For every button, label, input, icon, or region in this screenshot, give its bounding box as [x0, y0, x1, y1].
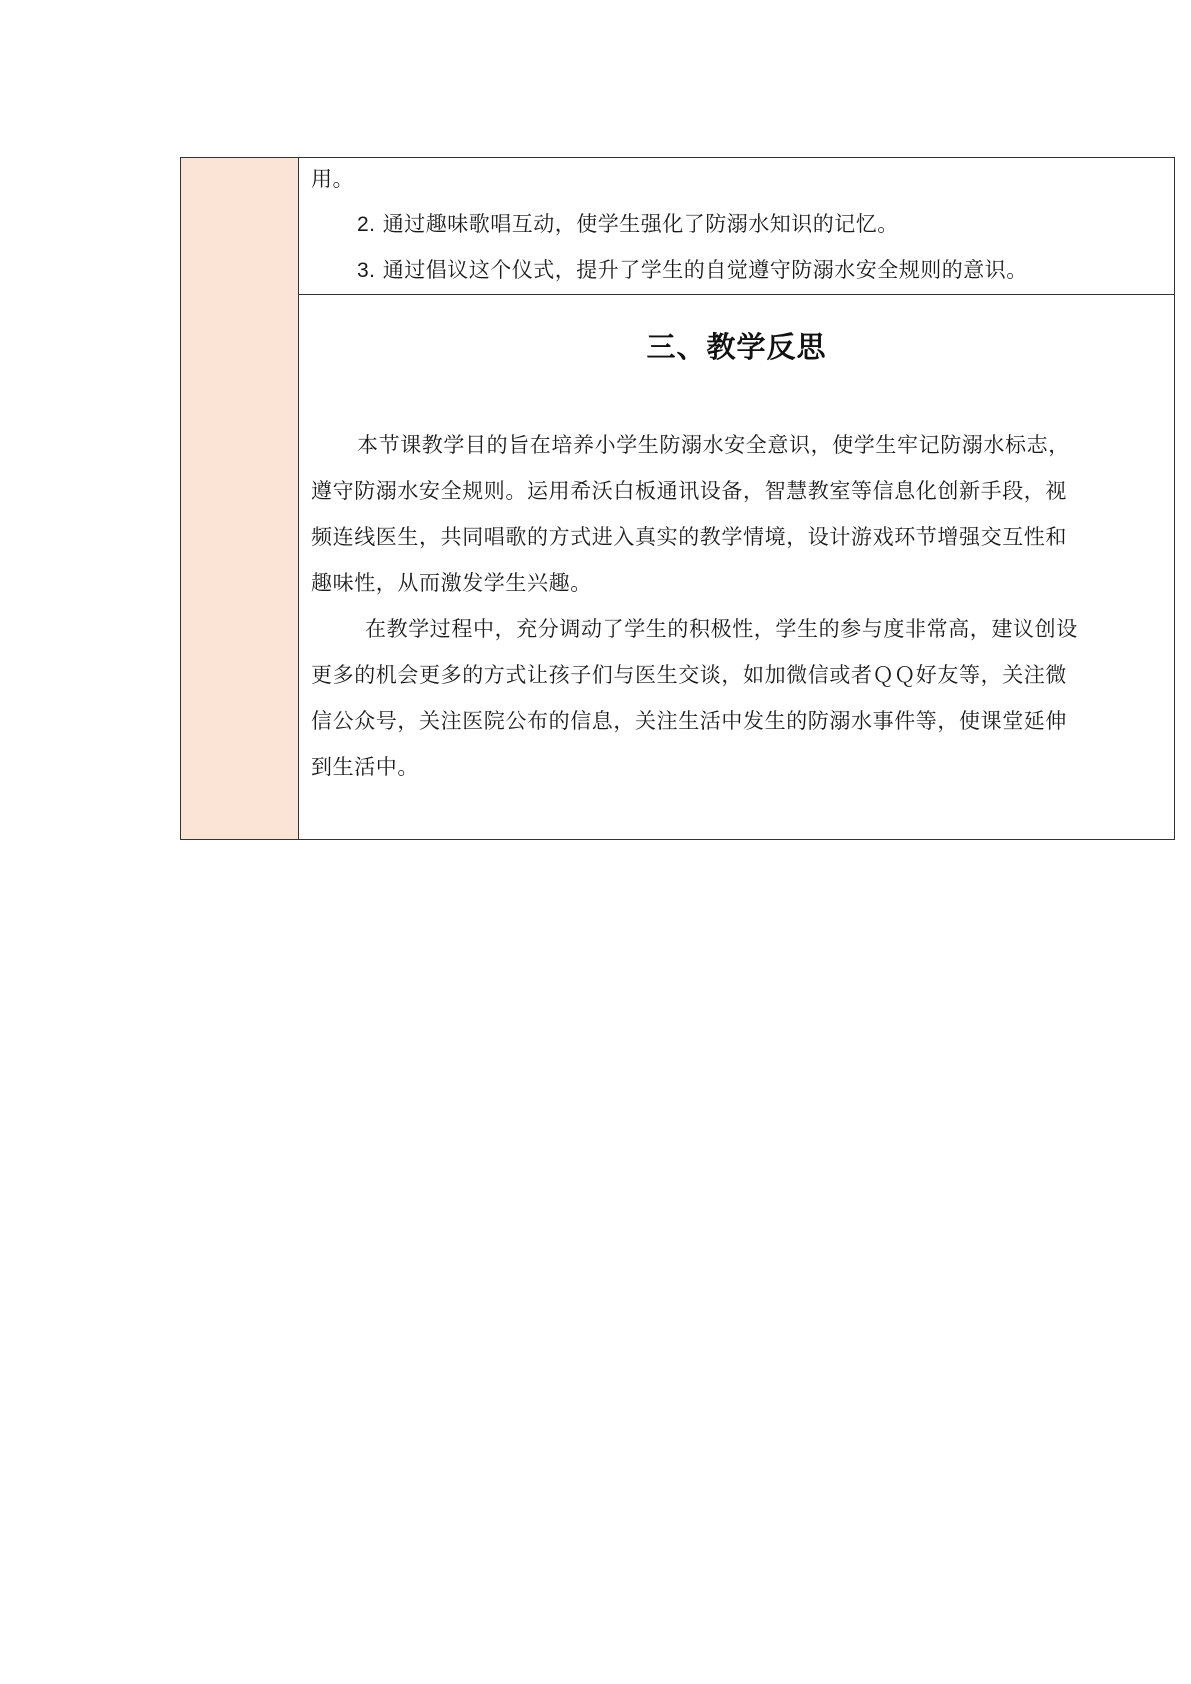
summary-item-2-number: 2.: [357, 213, 376, 236]
effect-summary-cell: [299, 158, 1174, 295]
paragraph-2-line-1: 在教学过程中，充分调动了学生的积极性，学生的参与度非常高，建议创设: [365, 617, 1078, 641]
paragraph-1-line-2: 遵守防溺水安全规则。运用希沃白板通讯设备，智慧教室等信息化创新手段，视: [311, 479, 1067, 503]
summary-item-2-text: 通过趣味歌唱互动，使学生强化了防溺水知识的记忆。: [382, 212, 899, 236]
summary-item-2: [357, 208, 899, 238]
reflection-cell: [299, 295, 1174, 839]
summary-item-3-number: 3.: [357, 259, 376, 282]
paragraph-1-line-3: 频连线医生，共同唱歌的方式进入真实的教学情境，设计游戏环节增强交互性和: [311, 525, 1067, 549]
paragraph-2-line-3: 信公众号，关注医院公布的信息，关注生活中发生的防溺水事件等，使课堂延伸: [311, 709, 1067, 733]
table-left-column: [181, 158, 299, 839]
summary-item-3: [357, 254, 1028, 284]
paragraph-2-line-2: 更多的机会更多的方式让孩子们与医生交谈，如加微信或者ＱＱ好友等，关注微: [311, 663, 1067, 687]
lesson-plan-table: [180, 157, 1175, 840]
paragraph-2-line-4: 到生活中。: [311, 755, 419, 779]
paragraph-1-line-1: 本节课教学目的旨在培养小学生防溺水安全意识，使学生牢记防溺水标志，: [357, 433, 1070, 457]
paragraph-1-line-4: 趣味性，从而激发学生兴趣。: [311, 571, 592, 595]
summary-item-3-text: 通过倡议这个仪式，提升了学生的自觉遵守防溺水安全规则的意识。: [382, 258, 1028, 282]
section-title: 三、教学反思: [646, 330, 827, 364]
continued-line: 用。: [311, 167, 354, 191]
table-right-column: [299, 158, 1174, 839]
